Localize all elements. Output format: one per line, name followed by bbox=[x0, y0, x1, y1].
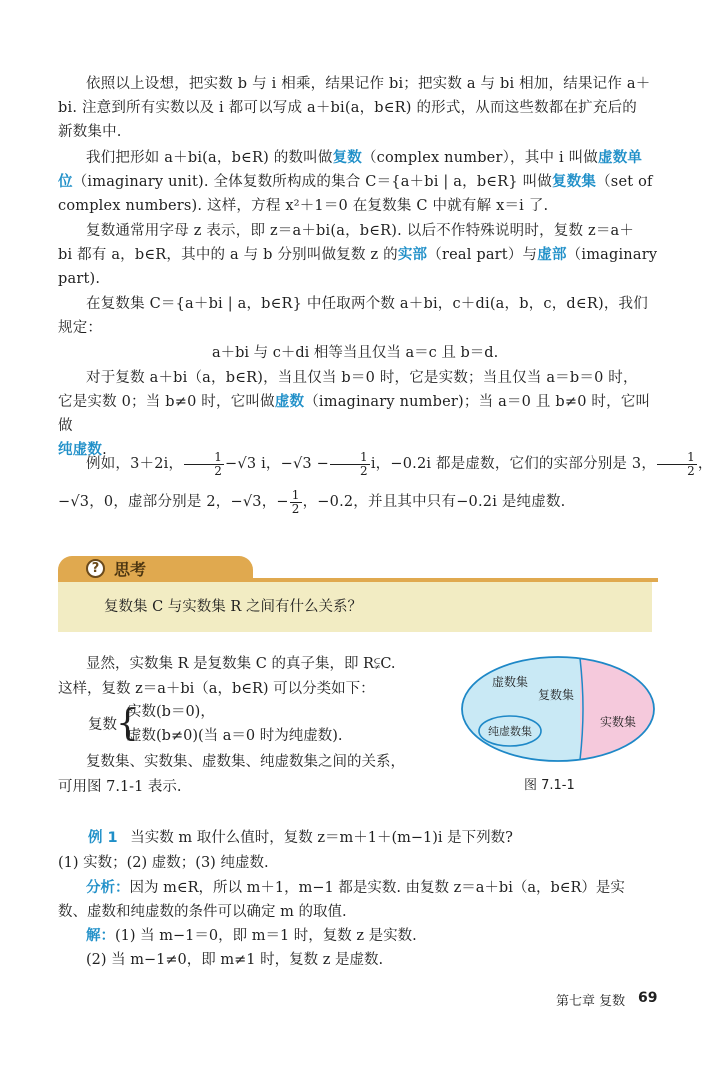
term-imaginary-part: 虚部 bbox=[537, 246, 567, 263]
text-line bbox=[58, 146, 658, 170]
fraction-denominator: 2 bbox=[291, 501, 300, 516]
fraction-denominator: 2 bbox=[687, 463, 695, 478]
text-span: −√3 i，−√3 − bbox=[225, 456, 329, 472]
fraction bbox=[330, 451, 370, 478]
question-icon: ? bbox=[86, 559, 105, 578]
text-line bbox=[58, 243, 658, 267]
text-line: 复数通常用字母 z 表示，即 z＝a＋bi(a，b∈R). 以后不作特殊说明时，复数 z＝a＋ bbox=[86, 223, 635, 239]
fraction-numerator: 1 bbox=[291, 487, 300, 502]
imaginary-region bbox=[458, 654, 580, 764]
example-1-parts: (1) 实数；(2) 虚数；(3) 纯虚数. bbox=[58, 855, 269, 871]
text-span: ，−0.2，并且其中只有−0.2i 是纯虚数. bbox=[302, 494, 566, 510]
chapter-label: 第七章 复数 bbox=[556, 994, 626, 1009]
solution-label: 解： bbox=[86, 928, 115, 944]
analysis-line bbox=[86, 876, 625, 900]
paragraph-4 bbox=[58, 292, 658, 340]
paragraph-2 bbox=[58, 146, 658, 218]
text-span: 我们把形如 a＋bi(a，b∈R) 的数叫做 bbox=[86, 150, 333, 166]
text-line bbox=[58, 390, 658, 438]
classification-label: 复数 bbox=[88, 717, 117, 733]
text-span: 它是实数 0；当 b≠0 时，它叫做 bbox=[58, 394, 275, 410]
term-complex-number: 复数 bbox=[332, 149, 362, 166]
fraction-denominator: 2 bbox=[214, 463, 223, 478]
text-span: . bbox=[102, 442, 107, 458]
fraction bbox=[184, 451, 224, 478]
paragraph-3 bbox=[58, 219, 658, 291]
analysis-line-2: 数、虚数和纯虚数的条件可以确定 m 的取值. bbox=[58, 904, 347, 920]
text-line: 显然，实数集 R 是复数集 C 的真子集，即 R⫋C. bbox=[86, 656, 396, 672]
think-question: 复数集 C 与实数集 R 之间有什么关系？ bbox=[104, 599, 362, 615]
example-1-line bbox=[88, 826, 513, 850]
text-span: （imaginary bbox=[566, 247, 658, 263]
text-span: （complex number），其中 i 叫做 bbox=[361, 150, 598, 166]
text-span: bi 都有 a，b∈R，其中的 a 与 b 分别叫做复数 z 的 bbox=[58, 247, 398, 263]
analysis-text: 因为 m∈R，所以 m＋1，m−1 都是实数. 由复数 z＝a＋bi（a，b∈R）是实 bbox=[129, 880, 625, 896]
example-paragraph bbox=[58, 448, 713, 518]
text-span: （imaginary unit). 全体复数所构成的集合 C＝{a＋bi | a，b∈R} 叫做 bbox=[72, 174, 552, 190]
text-line: complex numbers). 这样，方程 x²＋1＝0 在复数集 C 中就有解 x＝i 了. bbox=[58, 198, 549, 214]
text-line bbox=[58, 170, 658, 194]
text-line: 在复数集 C＝{a＋bi | a，b∈R} 中任取两个数 a＋bi，c＋di(a，b，c，d∈R)，我们 bbox=[86, 296, 648, 312]
pure-imaginary-set-label: 纯虚数集 bbox=[488, 725, 532, 738]
fraction bbox=[290, 489, 302, 516]
text-line: 对于复数 a＋bi（a，b∈R)，当且仅当 b＝0 时，它是实数；当且仅当 a＝b＝0 时， bbox=[86, 370, 638, 386]
text-span: （set of bbox=[596, 174, 653, 190]
text-line bbox=[58, 448, 713, 480]
text-line: 可用图 7.1-1 表示. bbox=[58, 779, 182, 795]
fraction-numerator: 1 bbox=[184, 451, 224, 465]
fraction-denominator: 2 bbox=[359, 463, 368, 478]
solution-line bbox=[86, 924, 417, 948]
think-title: 思考 bbox=[114, 560, 147, 579]
text-line: 复数集、实数集、虚数集、纯虚数集之间的关系， bbox=[86, 754, 405, 770]
real-set-label: 实数集 bbox=[599, 715, 637, 729]
classification-imaginary: 虚数(b≠0)(当 a＝0 时为纯虚数). bbox=[127, 728, 343, 744]
text-line: 这样，复数 z＝a＋bi（a，b∈R) 可以分类如下： bbox=[58, 681, 375, 697]
term-pure-imaginary: 纯虚数 bbox=[58, 441, 103, 458]
page-number: 69 bbox=[638, 990, 658, 1006]
analysis-label: 分析： bbox=[86, 880, 130, 896]
fraction bbox=[657, 451, 697, 478]
solution-text: (1) 当 m−1＝0，即 m＝1 时，复数 z 是实数. bbox=[115, 928, 417, 944]
text-span: −√3，0，虚部分别是 2，−√3，− bbox=[58, 494, 289, 510]
text-span: （imaginary number)；当 a＝0 且 b≠0 时，它叫做 bbox=[58, 394, 651, 434]
paragraph-1 bbox=[58, 72, 658, 144]
equality-definition: a＋bi 与 c＋di 相等当且仅当 a＝c 且 b＝d. bbox=[212, 345, 499, 361]
term-real-part: 实部 bbox=[397, 246, 428, 263]
imaginary-set-label: 虚数集 bbox=[491, 675, 529, 689]
solution-line-2: (2) 当 m−1≠0，即 m≠1 时，复数 z 是虚数. bbox=[86, 952, 384, 968]
think-header bbox=[58, 556, 658, 582]
text-span: （real part）与 bbox=[427, 247, 538, 263]
text-line: bi. 注意到所有实数以及 i 都可以写成 a＋bi(a，b∈R) 的形式，从而这些数都在扩充后的 bbox=[58, 100, 637, 116]
term-imaginary-number: 虚数 bbox=[274, 393, 305, 410]
classification-real: 实数(b＝0)， bbox=[127, 704, 215, 720]
term-complex-set: 复数集 bbox=[552, 173, 597, 190]
text-line: 规定： bbox=[58, 320, 103, 336]
text-span: ， bbox=[697, 456, 713, 472]
fraction-numerator: 1 bbox=[657, 451, 697, 465]
text-span: 例如，3＋2i， bbox=[86, 456, 184, 472]
figure-caption: 图 7.1-1 bbox=[524, 778, 575, 793]
text-line bbox=[58, 486, 658, 518]
example-1-question: 当实数 m 取什么值时，复数 z＝m＋1＋(m−1)i 是下列数? bbox=[130, 830, 513, 846]
example-1-label: 例 1 bbox=[88, 830, 118, 846]
term-imaginary-unit: 虚数单 bbox=[598, 149, 643, 166]
real-region bbox=[580, 654, 658, 764]
text-line: part). bbox=[58, 271, 101, 287]
text-span: i，−0.2i 都是虚数，它们的实部分别是 3， bbox=[370, 456, 657, 472]
text-line: 依照以上设想，把实数 b 与 i 相乘，结果记作 bi；把实数 a 与 bi 相加，结果记作 a＋ bbox=[86, 76, 651, 92]
brace: { bbox=[116, 703, 139, 744]
text-line: 新数集中. bbox=[58, 124, 122, 140]
fraction-numerator: 1 bbox=[330, 451, 370, 465]
venn-diagram bbox=[458, 654, 658, 764]
term-imaginary-unit-cont: 位 bbox=[58, 173, 73, 190]
complex-set-label: 复数集 bbox=[537, 688, 575, 702]
